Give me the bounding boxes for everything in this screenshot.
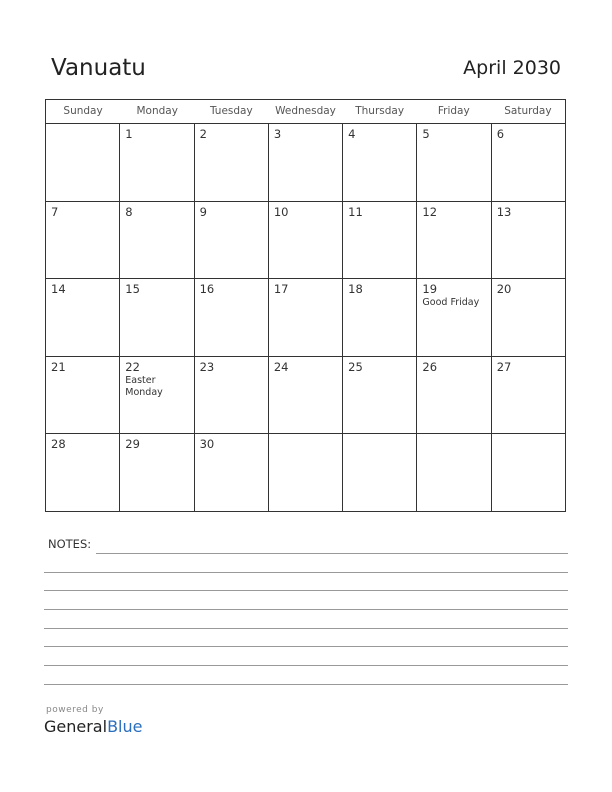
day-number: 21	[51, 359, 66, 374]
day-number: 30	[199, 437, 215, 452]
day-cell	[120, 357, 194, 434]
day-number: 7	[51, 204, 59, 219]
notes-line	[44, 684, 568, 685]
day-cell	[417, 124, 491, 201]
day-number: 18	[348, 282, 363, 297]
day-cell	[269, 434, 343, 512]
weekday-header-row	[46, 100, 565, 124]
week-row-2	[46, 202, 565, 280]
day-cell	[492, 434, 565, 512]
notes-line	[44, 590, 568, 591]
notes-line	[44, 572, 568, 573]
day-number: 26	[422, 359, 438, 374]
day-cell	[343, 279, 417, 356]
day-cell	[343, 124, 417, 201]
generalblue-logo	[44, 717, 142, 736]
day-cell	[417, 202, 491, 279]
weekday-wednesday: Wednesday	[275, 105, 336, 117]
day-cell	[195, 434, 269, 512]
day-cell	[492, 279, 565, 356]
notes-line	[44, 646, 568, 647]
day-cell	[46, 434, 120, 512]
day-number: 20	[496, 282, 512, 297]
day-number: 14	[51, 282, 66, 297]
day-cell	[269, 279, 343, 356]
day-cell	[269, 357, 343, 434]
day-cell	[120, 279, 194, 356]
calendar-grid	[45, 99, 566, 512]
day-cell	[492, 202, 565, 279]
logo-general-text: General	[44, 717, 108, 736]
powered-by-text: powered by	[46, 705, 104, 715]
weekday-saturday: Saturday	[504, 105, 552, 117]
day-number: 5	[422, 127, 430, 141]
weekday-tuesday: Tuesday	[209, 105, 253, 117]
day-cell	[343, 434, 417, 512]
day-cell	[120, 202, 194, 279]
week-row-4	[46, 357, 565, 435]
day-cell	[195, 202, 269, 279]
week-row-1	[46, 124, 565, 202]
weekday-sunday: Sunday	[63, 105, 103, 117]
notes-label: NOTES:	[48, 537, 92, 551]
day-number: 1	[125, 127, 133, 141]
day-number: 11	[348, 204, 363, 219]
day-number: 16	[199, 282, 215, 297]
day-cell	[120, 434, 194, 512]
day-number: 15	[125, 282, 140, 297]
day-cell	[195, 279, 269, 356]
holiday-label: Easter Monday	[125, 374, 163, 398]
day-number: 6	[496, 127, 505, 141]
day-cell	[492, 124, 565, 201]
country-title: Vanuatu	[51, 55, 146, 81]
day-number: 24	[273, 359, 289, 374]
day-cell	[269, 202, 343, 279]
day-number: 29	[125, 437, 140, 452]
month-year-title: April 2030	[463, 57, 561, 79]
weekday-monday: Monday	[136, 105, 178, 117]
day-cell	[343, 202, 417, 279]
notes-line	[96, 553, 568, 554]
day-cell	[492, 357, 565, 434]
day-number: 22	[125, 359, 140, 374]
day-cell	[417, 434, 491, 512]
notes-line	[44, 665, 568, 666]
week-row-3	[46, 279, 565, 357]
day-number: 19	[422, 282, 438, 297]
day-number: 4	[348, 127, 356, 141]
weekday-thursday: Thursday	[355, 105, 405, 117]
day-number: 17	[273, 282, 289, 297]
holiday-label: Good Friday	[422, 297, 480, 309]
notes-line	[44, 609, 568, 610]
day-number: 27	[496, 359, 512, 374]
day-cell	[417, 357, 491, 434]
day-number: 8	[125, 204, 133, 219]
day-number: 12	[422, 204, 438, 219]
weekday-friday: Friday	[437, 105, 470, 117]
day-cell	[46, 202, 120, 279]
day-cell	[46, 279, 120, 356]
day-cell	[46, 124, 120, 201]
day-cell	[417, 279, 491, 356]
day-cell	[195, 124, 269, 201]
day-number: 28	[51, 437, 66, 452]
day-cell	[46, 357, 120, 434]
week-row-5	[46, 434, 565, 512]
day-number: 2	[199, 127, 207, 141]
day-cell	[343, 357, 417, 434]
day-number: 9	[199, 204, 207, 219]
day-number: 13	[496, 204, 512, 219]
logo-blue-text: Blue	[107, 717, 143, 736]
notes-line	[44, 628, 568, 629]
day-cell	[120, 124, 194, 201]
day-number: 10	[273, 204, 289, 219]
day-number: 3	[273, 127, 282, 141]
day-cell	[269, 124, 343, 201]
day-number: 25	[348, 359, 363, 374]
day-number: 23	[199, 359, 215, 374]
day-cell	[195, 357, 269, 434]
